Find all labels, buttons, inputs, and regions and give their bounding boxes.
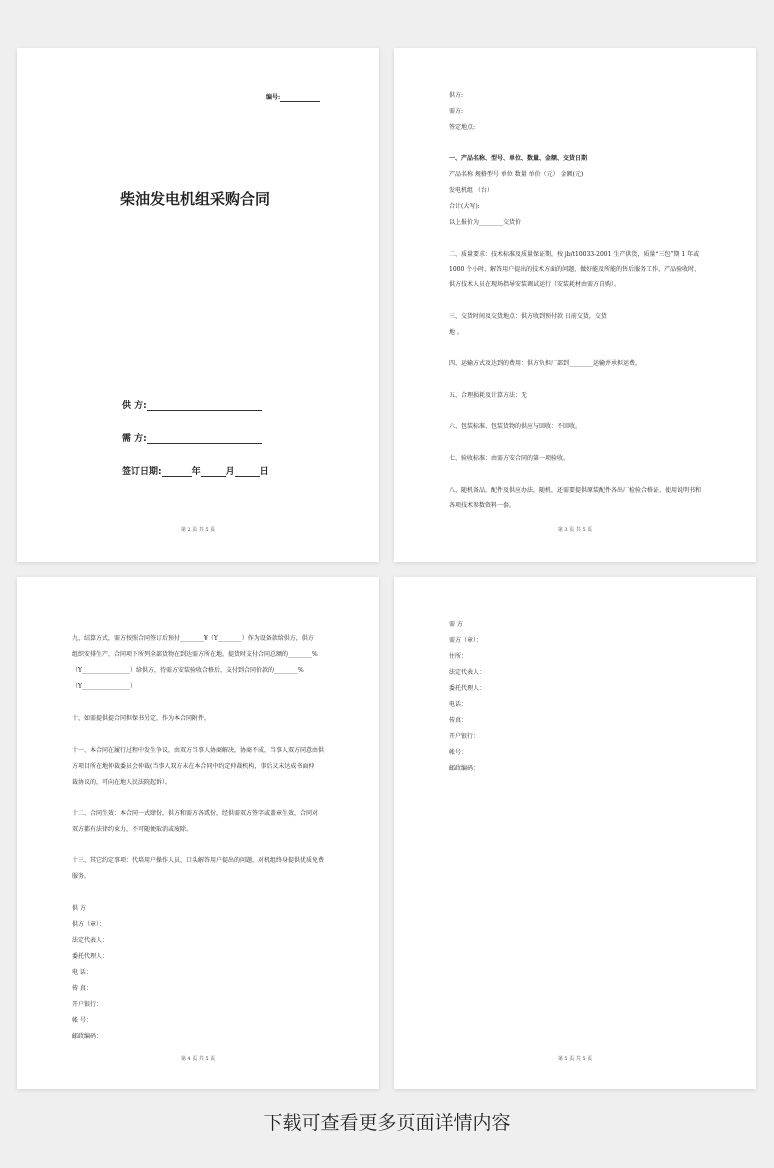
text-line: 法定代表人： xyxy=(449,669,486,676)
text-line: 供 方 xyxy=(72,905,86,912)
text-line: 住所： xyxy=(449,653,468,660)
section-heading: 四、运输方式及达到的费用：供方负担厂部到________运输并承担运费。 xyxy=(449,360,642,367)
text-line: 需方: xyxy=(449,108,464,115)
page-footer: 第 3 页 共 5 页 xyxy=(557,527,593,533)
text-line: 双方都有法律约束力，不可随便取消或废除。 xyxy=(72,826,193,833)
text-line: 产品名称 规格型号 单位 数量 单价（元） 金额(元) xyxy=(449,171,584,178)
text-line: 传 真： xyxy=(72,985,92,992)
page-footer: 第 2 页 共 5 页 xyxy=(180,527,216,533)
text-line: 法定代表人： xyxy=(72,937,109,944)
text-line: 供方（章）： xyxy=(72,921,106,928)
text-line: 供方技术人员在现场指导安装调试运行（安装耗材由需方自购）。 xyxy=(449,281,621,288)
text-line: 帐 号： xyxy=(72,1017,92,1024)
text-line: 邮政编码： xyxy=(72,1033,103,1040)
text-line: 以上报价为________交货价 xyxy=(449,219,522,226)
text-line: 委托代理人： xyxy=(72,953,109,960)
section-heading: 十、如需提供提合同担保书另定，作为本合同附件。 xyxy=(72,715,211,722)
text-line: 裁协议的，可向在地人民法院起诉）。 xyxy=(72,779,172,786)
page-footer: 第 4 页 共 5 页 xyxy=(180,1056,216,1062)
text-line: 帐号： xyxy=(449,749,468,756)
section-heading: 十一、本合同在履行过程中发生争议，由双方当事人协商解决，协商不成，当事人双方同意由供 xyxy=(72,747,325,754)
section-heading: 六、包装标准、包装货物的供应与回收：不回收。 xyxy=(449,423,582,430)
text-line: 邮政编码： xyxy=(449,765,480,772)
section-heading: 三、交货时间及交货地点：供方收到预付款 日前交货，交货 xyxy=(449,313,607,320)
buyer-signature-line: 需 方: xyxy=(122,431,262,444)
text-line: 电话： xyxy=(449,701,468,708)
text-line: 服务。 xyxy=(72,873,91,880)
contract-number-label: 编号: xyxy=(266,93,320,102)
section-heading: 九、结算方式，需方按照合同签订后预付________¥（Y________）作为设备款给供方，供方 xyxy=(72,635,314,642)
text-line: 委托代理人： xyxy=(449,685,486,692)
text-line: 开户银行： xyxy=(449,733,480,740)
page-2 xyxy=(17,48,379,562)
text-line: 需 方 xyxy=(449,621,463,628)
text-line: 组织安排生产，合同项下所列全部货物在到达需方所在地，提货时支付合同总额的________% xyxy=(72,651,318,658)
text-line: 供方: xyxy=(449,92,464,99)
section-heading: 十三、其它约定事项：代培用户操作人员，口头解答用户提出的问题，对机组终身提供优质免费 xyxy=(72,857,325,864)
text-line: 各项技术参数资料一套。 xyxy=(449,502,516,509)
download-caption[interactable]: 下载可查看更多页面详情内容 xyxy=(263,1112,511,1134)
text-line: 签定地点: xyxy=(449,124,476,131)
text-line: 地 。 xyxy=(449,329,463,336)
text-line: 电 话： xyxy=(72,969,92,976)
text-line: 方项目所在地仲裁委员会仲裁(当事人双方未在本合同中约定仲裁机构，事后又未达成书面仲 xyxy=(72,763,315,770)
section-heading: 五、合理损耗及计算方法：无 xyxy=(449,392,528,399)
section-heading: 八、随机备品，配件及供应办法，随机，还需要提供原装配件各出厂检验合格证、使用说明书和 xyxy=(449,487,702,494)
supplier-signature-line: 供 方: xyxy=(122,398,262,411)
text-line: （Y________________）给供方，待需方安装验收合格后，支付到合同价款的________% xyxy=(72,667,304,674)
section-heading: 一、产品名称、型号、单位、数量、金额、交货日期 xyxy=(449,155,588,162)
signing-date-line: 签订日期: 年 月 日 xyxy=(122,467,269,477)
text-line: （Y________________） xyxy=(72,683,136,690)
section-heading: 七、验收标准：由需方安合同的第一项验收。 xyxy=(449,455,570,462)
section-heading: 十二、合同生效：本合同一式肆份，供方和需方各贰份，经供需双方签字或盖章生效，合同对 xyxy=(72,810,319,817)
page-4 xyxy=(17,577,379,1089)
text-line: 发电机组 （台） xyxy=(449,187,493,194)
section-heading: 二、质量要求：技术标准及质量保证期，按 jb/t10033-2001 生产供货，质量“三包”期 1 年或 xyxy=(449,251,700,258)
text-line: 合计(大写): xyxy=(449,203,480,210)
text-line: 开户银行： xyxy=(72,1001,103,1008)
text-line: 传真： xyxy=(449,717,468,724)
page-5 xyxy=(394,577,756,1089)
page-footer: 第 5 页 共 5 页 xyxy=(557,1056,593,1062)
text-line: 1000 个小时，解答用户提出的技术方面的问题，做好能及所能的售后服务工作，产品验收时， xyxy=(449,266,701,273)
contract-title: 柴油发电机组采购合同 xyxy=(120,190,271,208)
page-3 xyxy=(394,48,756,562)
text-line: 需方（章）： xyxy=(449,637,483,644)
